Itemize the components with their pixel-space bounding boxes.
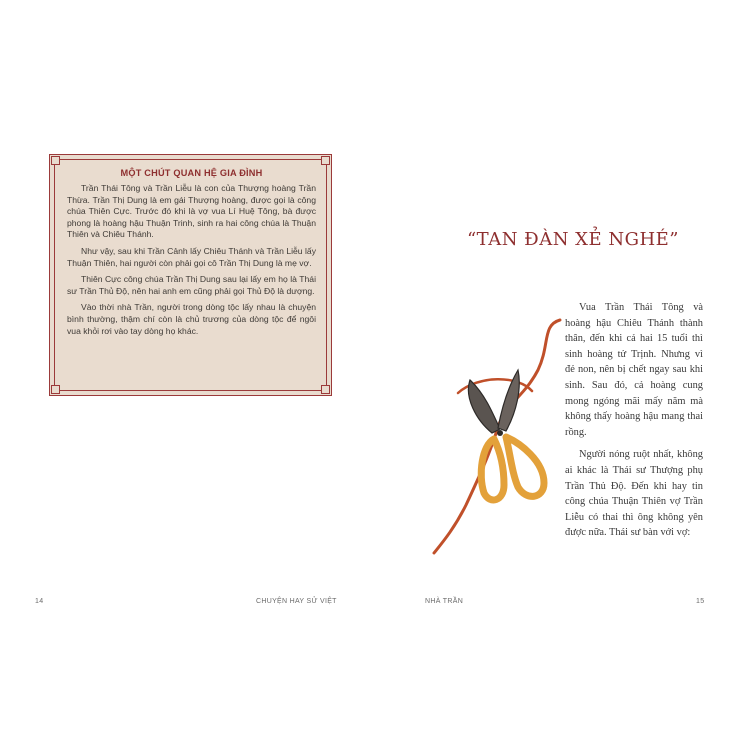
sidebar-title: MỘT CHÚT QUAN HỆ GIA ĐÌNH <box>120 168 263 178</box>
corner-ornament <box>321 385 330 394</box>
left-handle <box>481 439 504 500</box>
chapter-body <box>565 300 703 548</box>
sidebar-paragraph: Vào thời nhà Trần, người trong dòng tộc lấy nhau là chuyện bình thường, thậm chí còn là chủ trương của dòng tộc để ngôi vua khỏi rơi vào tay dòng họ khác. <box>67 302 316 336</box>
chapter-heading: “TAN ĐÀN XẺ NGHÉ” <box>466 229 680 250</box>
corner-ornament <box>321 156 330 165</box>
family-relations-sidebar <box>49 154 332 396</box>
running-footer-series: CHUYỆN HAY SỬ VIỆT <box>256 598 337 605</box>
sidebar-paragraph: Như vậy, sau khi Trần Cảnh lấy Chiêu Thánh và Trần Liễu lấy Thuận Thiên, hai người còn phải gọi cô Trần Thị Dung là mẹ vợ. <box>67 245 316 268</box>
right-handle <box>506 437 544 496</box>
page-number-left: 14 <box>35 598 44 605</box>
body-paragraph: Vua Trần Thái Tông và hoàng hậu Chiêu Thánh thành thân, đến khi cả hai 15 tuổi thì sinh hoàng tử Trịnh. Nhưng vì đẻ non, nên bị chết ngay sau khi sinh. Sau đó, cả hoàng cung mong ngóng mãi mấy năm mà không thấy hoàng hậu mang thai rồng. <box>565 302 703 438</box>
sidebar-paragraph: Thiên Cực công chúa Trần Thị Dung sau lại lấy em họ là Thái sư Trần Thủ Độ, nên hai anh em cũng phải gọi Thủ Độ là dượng. <box>67 274 316 296</box>
pivot-screw <box>497 430 503 436</box>
scissors-cutting-thread-icon <box>420 315 565 560</box>
sidebar-paragraph: Trần Thái Tông và Trần Liễu là con của Thượng hoàng Trần Thừa. Trần Thị Dung là em gái Thượng hoàng, được gọi là công chúa Thiên Cực. Trước đó khi là vợ vua Lí Huệ Tông, bà được phong là hoàng hậu Thuận Trinh, sinh ra hai công chúa là Thuận Thiên và Chiêu Thánh. <box>67 183 316 240</box>
left-blade <box>468 380 500 433</box>
page-number-right: 15 <box>696 598 705 605</box>
body-paragraph: Người nóng ruột nhất, không ai khác là Thái sư Thượng phụ Trần Thủ Độ. Đến khi hay tin công chúa Thuận Thiên vợ Trần Liễu có thai thì ông không yên được nữa. Thái sư bàn với vợ: <box>565 449 703 539</box>
corner-ornament <box>51 156 60 165</box>
corner-ornament <box>51 385 60 394</box>
running-footer-chapter: NHÀ TRẦN <box>425 598 464 605</box>
sidebar-content <box>67 168 316 342</box>
thread-line <box>434 320 560 553</box>
